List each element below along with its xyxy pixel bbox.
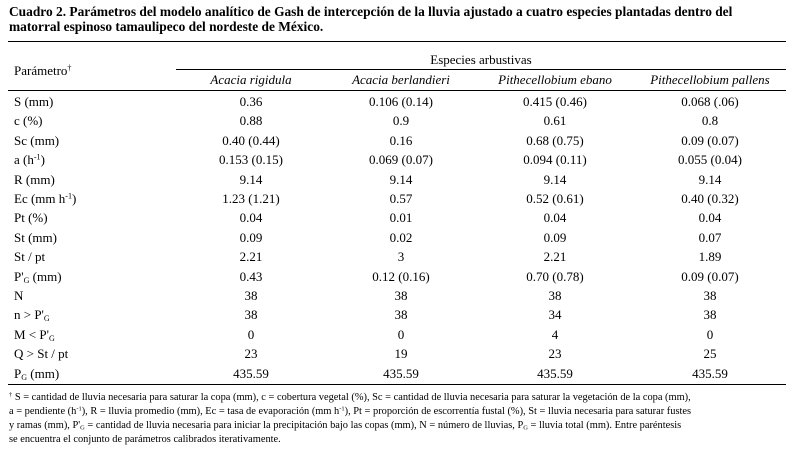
row-label: S (mm) [14,94,54,109]
table-cell: 0.07 [698,230,722,245]
species-header-4: Pithecellobium pallens [650,72,770,87]
table-cell: 9.14 [239,172,263,187]
table-cell: 0.106 (0.14) [369,94,433,109]
table-cell: 0.04 [698,210,722,225]
caption-line-1: Cuadro 2. Parámetros del modelo analítico de Gash de intercepción de la lluvia ajustado a cuatro especies plantadas dentro del [9,4,733,19]
footnote-line-3: y ramas (mm), $P'_G$ = cantidad de lluvia necesaria para iniciar la precipitación bajo las copas (mm), N = número de lluvias, $P_G$ = lluvia total (mm). Entre paréntesis [9,420,682,432]
table-cell: 0 [247,327,255,342]
table-cell: 0.069 (0.07) [369,152,433,167]
table-cell: 0.094 (0.11) [523,152,587,167]
table-cell: 38 [244,288,258,303]
table-cell: 0.01 [389,210,413,225]
table-cell: 0 [397,327,405,342]
table-cell: 0.9 [392,113,410,128]
table-cell: 0.055 (0.04) [678,152,742,167]
table-cell: 38 [394,288,408,303]
row-label: Ec (mm $h^{-1}$) [14,191,77,206]
table-cell: 0.09 [239,230,263,245]
table-cell: 0.12 (0.16) [372,269,430,284]
table-cell: 0.70 (0.78) [526,269,584,284]
table-cell: 9.14 [389,172,413,187]
footnote-line-2: a = pendiente $(h^{-1})$, R = lluvia promedio (mm), Ec = tasa de evaporación (mm $h^{-1}$), Pt = proporción de escorrentía fustal (%), St = lluvia necesaria para saturar fustes [9,405,692,417]
table-cell: 0.09 (0.07) [681,269,739,284]
group-header: Especies arbustivas [430,52,532,67]
row-label: a $(h^{-1})$ [14,152,45,167]
table-cell: 38 [703,307,717,322]
table-cell: 0.40 (0.32) [681,191,739,206]
table-cell: 2.21 [543,249,567,264]
table-cell: 23 [244,346,258,361]
table-cell: 4 [551,327,559,342]
row-label: Sc (mm) [14,133,60,148]
table-cell: 38 [394,307,408,322]
table-cell: 9.14 [698,172,722,187]
table-cell: 0 [706,327,714,342]
row-label: $n > P'_G$ [14,307,50,323]
row-label: N [14,288,24,303]
table-cell: 0.153 (0.15) [219,152,283,167]
table-cell: 0.40 (0.44) [222,133,280,148]
table-cell: 435.59 [692,366,728,381]
table-cell: 435.59 [383,366,419,381]
row-label: $M < P'_G$ [14,327,55,343]
row-label: R (mm) [14,172,55,187]
table-cell: 435.59 [233,366,269,381]
bottom-rule [8,384,786,385]
table-cell: 0.09 (0.07) [681,133,739,148]
row-label: Q > St / pt [14,346,69,361]
table-cell: 19 [394,346,408,361]
footnote [9,391,789,447]
table-cell: 0.068 (.06) [681,94,739,109]
table-cell: 2.21 [239,249,263,264]
table-cell: 0.88 [239,113,263,128]
row-label: Pt (%) [14,210,48,225]
species-header-2: Acacia berlandieri [352,72,450,87]
table-cell: 0.04 [239,210,263,225]
table-cell: 38 [548,288,562,303]
param-header: Parámetro† [14,63,72,78]
row-label: St / pt [14,249,46,264]
table-cell: 0.04 [543,210,567,225]
footnote-line-1: † S = cantidad de lluvia necesaria para saturar la copa (mm), c = cobertura vegetal (%), Sc = cantidad de lluvia necesaria para saturar la vegetación de la copa (mm), [9,391,691,403]
group-rule [176,69,786,70]
table-cell: 38 [703,288,717,303]
table-cell: 0.68 (0.75) [526,133,584,148]
table-cell: 0.02 [389,230,413,245]
row-label: St (mm) [14,230,57,245]
table-cell: 0.16 [389,133,413,148]
table-cell: 25 [703,346,717,361]
row-label: $P'_G$ (mm) [14,269,62,285]
species-header-3: Pithecellobium ebano [498,72,612,87]
table-cell: 0.52 (0.61) [526,191,584,206]
table-cell: 0.57 [389,191,413,206]
table-cell: 0.43 [239,269,263,284]
table-caption [9,4,787,34]
table-cell: 0.36 [239,94,263,109]
table-cell: 23 [548,346,562,361]
header-rule [8,90,786,91]
table-cell: 34 [548,307,562,322]
caption-line-2: matorral espinoso tamaulipeco del nordeste de México. [9,19,324,34]
species-header-1: Acacia rigidula [210,72,292,87]
table-cell: 0.415 (0.46) [523,94,587,109]
table-cell: 435.59 [537,366,573,381]
table-cell: 1.23 (1.21) [222,191,280,206]
row-label: c (%) [14,113,43,128]
top-rule [8,41,786,42]
row-label: $P_G$ (mm) [14,366,60,382]
table-cell: 38 [244,307,258,322]
footnote-line-4: se encuentra el conjunto de parámetros calibrados iterativamente. [9,434,281,445]
table-cell: 1.89 [698,249,722,264]
table-cell: 0.09 [543,230,567,245]
table-cell: 3 [397,249,405,264]
table-cell: 0.61 [543,113,567,128]
table-cell: 9.14 [543,172,567,187]
table-cell: 0.8 [701,113,719,128]
